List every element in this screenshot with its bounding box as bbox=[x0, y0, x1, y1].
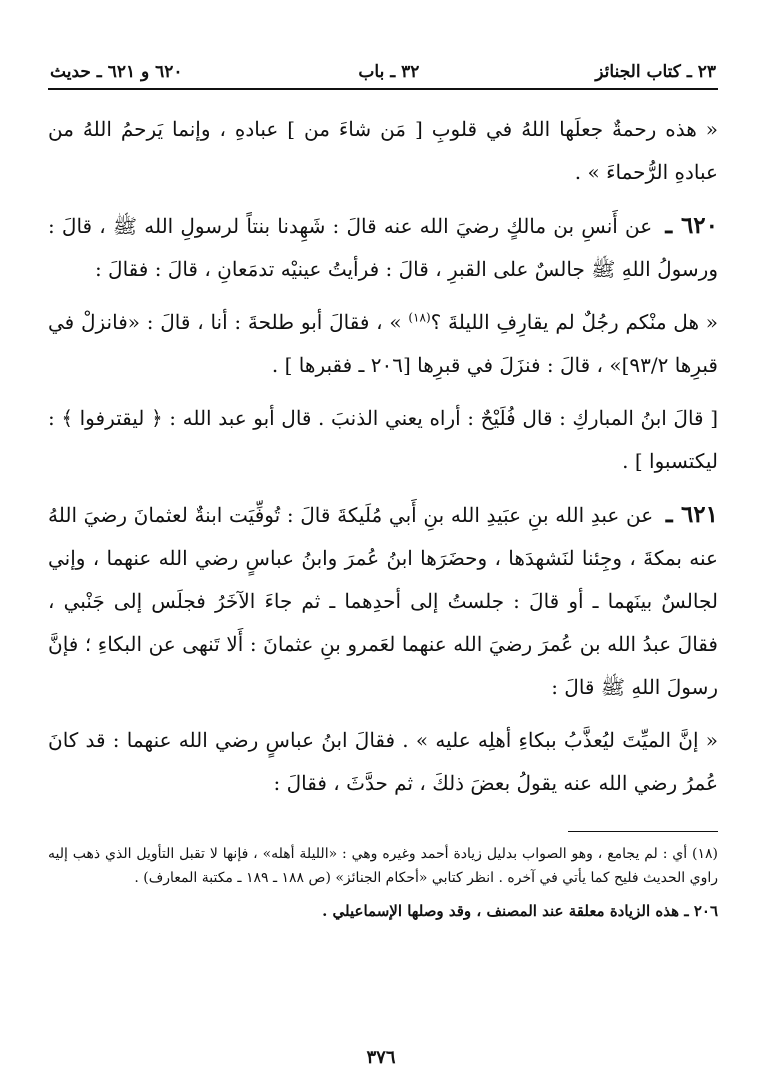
footnote-divider bbox=[568, 831, 718, 832]
quote-part-2: » ، فقالَ أبو طلحةَ : أنا ، قالَ : «فانزلْ في قبرِها ٩٣/٢]» ، قالَ : فنزَلَ في قبرِها [٢٠٦ ـ فقبرها ] . bbox=[48, 310, 718, 377]
header-hadith-range: ٦٢٠ و ٦٢١ ـ حديث bbox=[50, 62, 183, 82]
paragraph-ibn-mubarak: [ قالَ ابنُ المباركِ : قال فُلَيْحٌ : أراه يعني الذنبَ . قال أبو عبد الله : ﴿ ليقترفوا ﴾ : ليكتسبوا ] . bbox=[48, 406, 718, 473]
paragraph-hadith-620-quote bbox=[48, 301, 718, 387]
hadith-number-620: ٦٢٠ ـ bbox=[665, 212, 718, 239]
book-page bbox=[48, 52, 718, 1044]
header-section: ٣٢ ـ باب bbox=[358, 62, 420, 82]
hadith-620 bbox=[48, 204, 718, 291]
footnote-ref-18[interactable]: (١٨) bbox=[408, 310, 431, 325]
footnote-18: (١٨) أي : لم يجامع ، وهو الصواب بدليل زيادة أحمد وغيره وهي : «الليلة أهله» ، فإنها لا تقبل التأويل الذي ذهب إليه راوي الحديث فليح كما يأتي في آخره . انظر كتابي «أحكام الجنائز» (ص ١٨٨ ـ ١٨٩ ـ مكتبة المعارف) . bbox=[48, 846, 718, 886]
footnotes bbox=[48, 842, 718, 924]
page-number: ٣٧٦ bbox=[366, 1047, 396, 1068]
header-chapter: ٢٣ ـ كتاب الجنائز bbox=[595, 62, 716, 82]
hadith-621-text: عن عبدِ الله بنِ عبَيدِ الله بنِ أَبي مُلَيكةَ قالَ : تُوفِّيَت ابنةٌ لعثمانَ رضيَ اللهُ عنه بمكةَ ، وجِئنا لنَشهدَها ، وحضَرَها ابنُ عُمرَ وابنُ عباسٍ رضي الله عنهما ، وإني لجالسٌ بينَهما ـ أو قالَ : جلستُ إلى أحدِهما ـ ثم جاءَ الآخَرُ فجلَس إلى جَنْبي ، فقالَ عبدُ الله بن عُمرَ رضيَ الله عنهما لعَمرو بنِ عثمانَ : أَلا تَنهى عن البكاءِ ؛ فإنَّ رسولَ اللهِ ﷺ قالَ : bbox=[48, 503, 718, 699]
hadith-620-text: عن أَنسِ بن مالكٍ رضيَ الله عنه قالَ : شَهِدنا بنتاً لرسولِ الله ﷺ ، قالَ : ورسولُ اللهِ ﷺ جالسٌ على القبرِ ، قالَ : فرأيتُ عينيْه تدمَعانِ ، قالَ : فقالَ : bbox=[48, 214, 718, 281]
hadith-number-621: ٦٢١ ـ bbox=[665, 501, 719, 528]
main-text bbox=[48, 108, 718, 805]
quote-part-1: « هل منْكم رجُلٌ لم يقارِفِ الليلةَ ؟ bbox=[430, 310, 718, 334]
hadith-621 bbox=[48, 493, 718, 709]
running-header bbox=[48, 52, 718, 90]
paragraph-continuation: « هذه رحمةٌ جعلَها اللهُ في قلوبِ [ مَن شاءَ من ] عبادهِ ، وإنما يَرحمُ اللهُ من عبادهِ الرُّحماءَ » . bbox=[48, 117, 719, 184]
paragraph-hadith-621-quote: « إنَّ الميِّتَ ليُعذَّبُ ببكاءِ أهلِه عليه » . فقالَ ابنُ عباسٍ رضي الله عنهما : قد كانَ عُمرُ رضي الله عنه يقولُ بعضَ ذلكَ ، ثم حدَّثَ ، فقالَ : bbox=[48, 728, 718, 795]
footnote-206: ٢٠٦ ـ هذه الزيادة معلقة عند المصنف ، وقد وصلها الإسماعيلي . bbox=[322, 902, 718, 920]
